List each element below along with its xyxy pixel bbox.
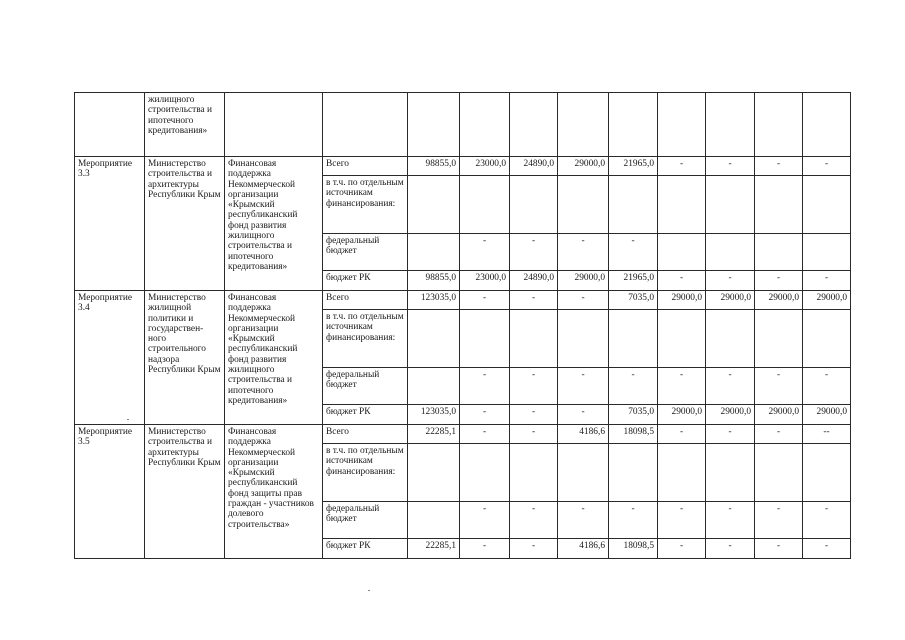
value-cell bbox=[510, 444, 558, 502]
value-cell: - bbox=[803, 157, 851, 176]
value-cell: - bbox=[706, 271, 755, 291]
source-label-cell: федеральный бюджет bbox=[323, 502, 408, 539]
source-label-cell: бюджет РК bbox=[323, 405, 408, 425]
value-cell bbox=[658, 234, 706, 271]
value-cell: - bbox=[510, 405, 558, 425]
value-cell: 7035,0 bbox=[609, 405, 658, 425]
value-cell bbox=[408, 93, 460, 157]
value-cell bbox=[803, 234, 851, 271]
value-cell bbox=[609, 176, 658, 234]
value-cell: 23000,0 bbox=[460, 157, 510, 176]
description-cell: Финансовая поддержка Некоммерческой организации «Крымский республиканский фонд развития жилищного строительства и ипотечного кредитования» bbox=[225, 157, 323, 291]
value-cell: 123035,0 bbox=[408, 405, 460, 425]
description-cell bbox=[225, 93, 323, 157]
event-cell: Мероприятие 3.3 bbox=[75, 157, 145, 291]
source-label-cell: бюджет РК bbox=[323, 539, 408, 559]
value-cell bbox=[803, 310, 851, 368]
value-cell bbox=[755, 93, 803, 157]
value-cell bbox=[803, 93, 851, 157]
source-label-cell: Всего bbox=[323, 157, 408, 176]
value-cell: - bbox=[706, 502, 755, 539]
scan-speck bbox=[127, 419, 129, 420]
value-cell bbox=[803, 176, 851, 234]
value-cell: 29000,0 bbox=[755, 405, 803, 425]
value-cell: 24890,0 bbox=[510, 271, 558, 291]
value-cell: - bbox=[706, 368, 755, 405]
value-cell: - bbox=[510, 502, 558, 539]
value-cell bbox=[706, 310, 755, 368]
value-cell: - bbox=[460, 539, 510, 559]
value-cell bbox=[609, 444, 658, 502]
value-cell bbox=[460, 93, 510, 157]
value-cell: 98855,0 bbox=[408, 157, 460, 176]
value-cell: - bbox=[706, 425, 755, 444]
value-cell: - bbox=[609, 234, 658, 271]
description-cell: Финансовая поддержка Некоммерческой организации «Крымский республиканский фонд развития жилищного строительства и ипотечного кредитования» bbox=[225, 291, 323, 425]
value-cell bbox=[706, 93, 755, 157]
value-cell: 123035,0 bbox=[408, 291, 460, 310]
source-label-cell: в т.ч. по отдельным источникам финансирования: bbox=[323, 176, 408, 234]
value-cell: 98855,0 bbox=[408, 271, 460, 291]
value-cell: - bbox=[755, 368, 803, 405]
value-cell: - bbox=[510, 291, 558, 310]
value-cell: 29000,0 bbox=[755, 291, 803, 310]
value-cell bbox=[460, 444, 510, 502]
value-cell: 4186,6 bbox=[558, 425, 609, 444]
value-cell: 23000,0 bbox=[460, 271, 510, 291]
value-cell: 24890,0 bbox=[510, 157, 558, 176]
value-cell: - bbox=[558, 368, 609, 405]
value-cell bbox=[510, 93, 558, 157]
value-cell: 4186,6 bbox=[558, 539, 609, 559]
value-cell bbox=[658, 93, 706, 157]
value-cell bbox=[706, 234, 755, 271]
event-cell: Мероприятие 3.4 bbox=[75, 291, 145, 425]
value-cell: - bbox=[558, 502, 609, 539]
executor-cell: Министерство строительства и архитектуры Республики Крым bbox=[145, 157, 225, 291]
value-cell bbox=[755, 176, 803, 234]
value-cell bbox=[658, 444, 706, 502]
value-cell: - bbox=[609, 368, 658, 405]
continuation-row bbox=[75, 93, 851, 157]
value-cell: - bbox=[755, 271, 803, 291]
source-label-cell: Всего bbox=[323, 291, 408, 310]
value-cell bbox=[408, 176, 460, 234]
value-cell: - bbox=[558, 405, 609, 425]
value-cell bbox=[408, 444, 460, 502]
value-cell: - bbox=[460, 368, 510, 405]
value-cell: 21965,0 bbox=[609, 157, 658, 176]
value-cell: - bbox=[460, 405, 510, 425]
value-cell: - bbox=[658, 368, 706, 405]
value-cell: 29000,0 bbox=[803, 291, 851, 310]
value-cell bbox=[558, 93, 609, 157]
value-cell: - bbox=[658, 502, 706, 539]
value-cell: - bbox=[755, 425, 803, 444]
scan-speck bbox=[368, 590, 370, 591]
value-cell bbox=[460, 176, 510, 234]
value-cell bbox=[408, 368, 460, 405]
value-cell bbox=[558, 444, 609, 502]
value-cell: - bbox=[510, 539, 558, 559]
value-cell: - bbox=[706, 157, 755, 176]
executor-cell: жилищного строительства и ипотечного кредитования» bbox=[145, 93, 225, 157]
value-cell: 22285,1 bbox=[408, 539, 460, 559]
value-cell: - bbox=[803, 368, 851, 405]
value-cell: - bbox=[658, 425, 706, 444]
value-cell bbox=[755, 234, 803, 271]
value-cell: - bbox=[510, 234, 558, 271]
value-cell: 29000,0 bbox=[558, 271, 609, 291]
value-cell: -- bbox=[803, 425, 851, 444]
value-cell: - bbox=[755, 502, 803, 539]
description-cell: Финансовая поддержка Некоммерческой организации «Крымский республиканский фонд защиты прав граждан - участников долевого строительства» bbox=[225, 425, 323, 559]
value-cell: - bbox=[755, 539, 803, 559]
event-cell bbox=[75, 93, 145, 157]
source-label-cell: федеральный бюджет bbox=[323, 368, 408, 405]
value-cell bbox=[558, 176, 609, 234]
value-cell: 7035,0 bbox=[609, 291, 658, 310]
event-cell: Мероприятие 3.5 bbox=[75, 425, 145, 559]
value-cell: 29000,0 bbox=[558, 157, 609, 176]
value-cell bbox=[408, 310, 460, 368]
value-cell: 29000,0 bbox=[658, 291, 706, 310]
value-cell: - bbox=[609, 502, 658, 539]
value-cell: - bbox=[460, 425, 510, 444]
executor-cell: Министерство жилищной политики и государствен-ного строительного надзора Республики Крым bbox=[145, 291, 225, 425]
value-cell bbox=[510, 310, 558, 368]
value-cell bbox=[755, 444, 803, 502]
source-cell bbox=[323, 93, 408, 157]
value-cell: 21965,0 bbox=[609, 271, 658, 291]
value-cell: - bbox=[510, 425, 558, 444]
table-body bbox=[75, 93, 851, 559]
value-cell bbox=[706, 444, 755, 502]
value-cell bbox=[609, 93, 658, 157]
value-cell: - bbox=[460, 291, 510, 310]
value-cell: - bbox=[658, 539, 706, 559]
value-cell: - bbox=[706, 539, 755, 559]
value-cell: - bbox=[460, 502, 510, 539]
value-cell: - bbox=[803, 271, 851, 291]
executor-cell: Министерство строительства и архитектуры Республики Крым bbox=[145, 425, 225, 559]
value-cell bbox=[609, 310, 658, 368]
source-label-cell: в т.ч. по отдельным источникам финансирования: bbox=[323, 310, 408, 368]
value-cell: 18098,5 bbox=[609, 539, 658, 559]
value-cell bbox=[706, 176, 755, 234]
table-row bbox=[75, 291, 851, 310]
budget-table bbox=[74, 92, 851, 559]
value-cell bbox=[755, 310, 803, 368]
value-cell bbox=[803, 444, 851, 502]
value-cell: - bbox=[558, 234, 609, 271]
value-cell: 29000,0 bbox=[706, 405, 755, 425]
value-cell: - bbox=[658, 271, 706, 291]
value-cell: 22285,1 bbox=[408, 425, 460, 444]
table-row bbox=[75, 425, 851, 444]
value-cell: 18098,5 bbox=[609, 425, 658, 444]
value-cell: - bbox=[460, 234, 510, 271]
value-cell: - bbox=[558, 291, 609, 310]
source-label-cell: федеральный бюджет bbox=[323, 234, 408, 271]
value-cell: - bbox=[658, 157, 706, 176]
value-cell: - bbox=[755, 157, 803, 176]
value-cell bbox=[658, 176, 706, 234]
value-cell: 29000,0 bbox=[803, 405, 851, 425]
document-sheet bbox=[74, 92, 851, 559]
value-cell bbox=[658, 310, 706, 368]
source-label-cell: Всего bbox=[323, 425, 408, 444]
table-row bbox=[75, 157, 851, 176]
value-cell: - bbox=[510, 368, 558, 405]
value-cell: 29000,0 bbox=[658, 405, 706, 425]
source-label-cell: в т.ч. по отдельным источникам финансирования: bbox=[323, 444, 408, 502]
value-cell bbox=[510, 176, 558, 234]
value-cell bbox=[460, 310, 510, 368]
value-cell: - bbox=[803, 539, 851, 559]
source-label-cell: бюджет РК bbox=[323, 271, 408, 291]
value-cell bbox=[408, 502, 460, 539]
value-cell bbox=[558, 310, 609, 368]
value-cell bbox=[408, 234, 460, 271]
value-cell: 29000,0 bbox=[706, 291, 755, 310]
value-cell: - bbox=[803, 502, 851, 539]
